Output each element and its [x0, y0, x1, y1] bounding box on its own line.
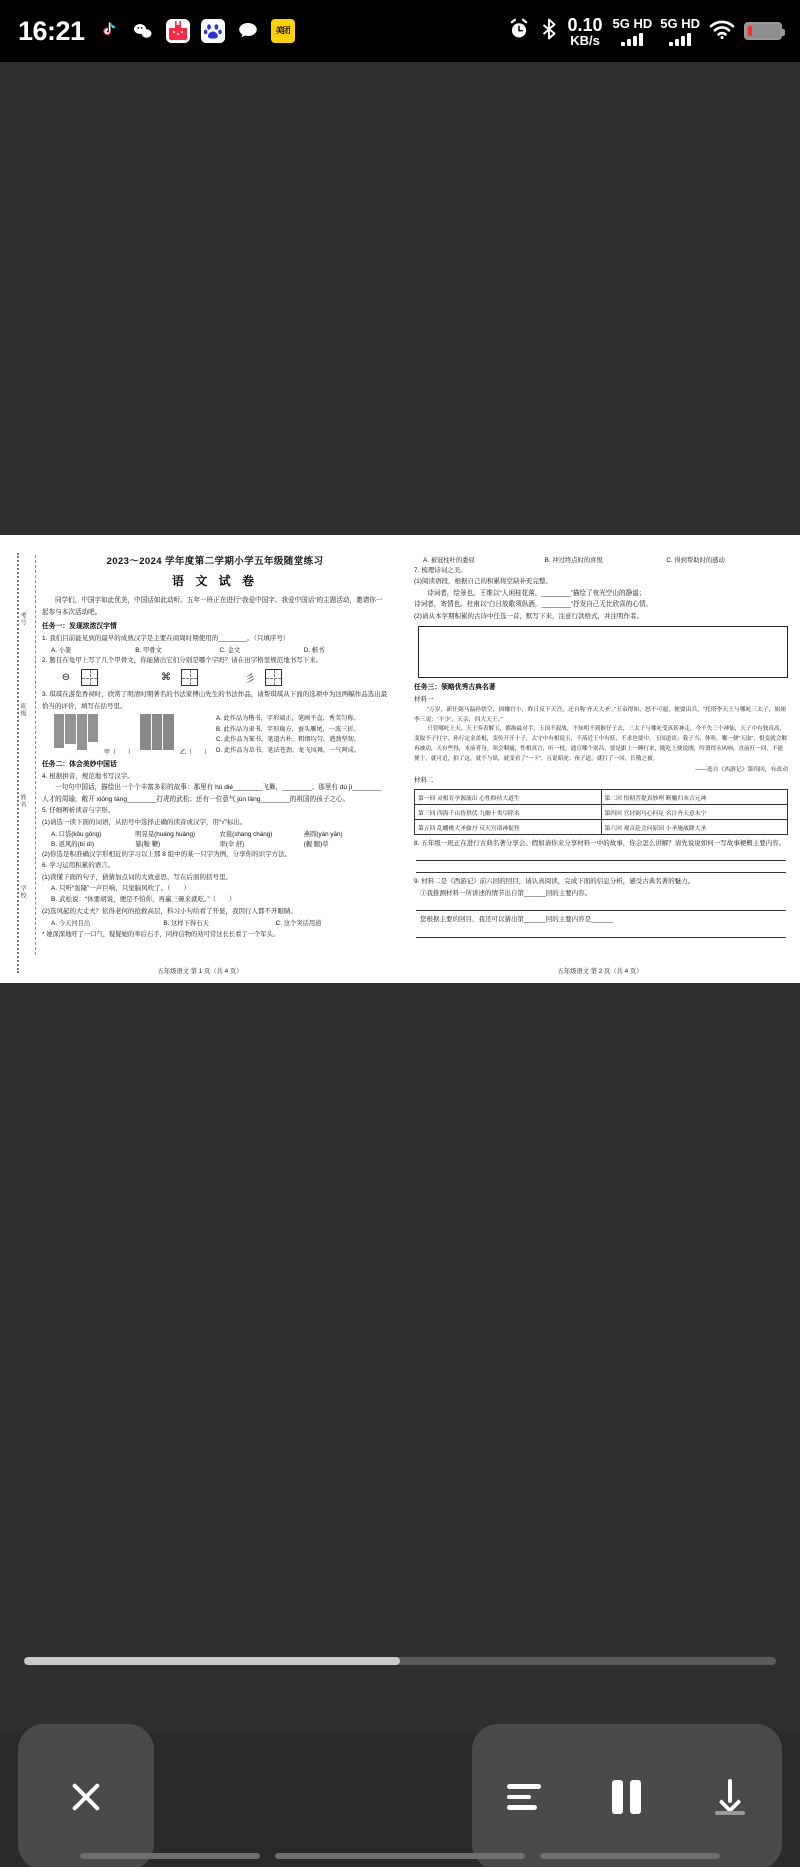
bluetooth-icon	[539, 17, 559, 46]
douyin-icon	[96, 19, 120, 43]
pause-button[interactable]	[587, 1757, 667, 1837]
chat-bubble-icon	[236, 19, 260, 43]
right-page-footer: 五年级语文 第 2 页（共 4 页）	[557, 968, 643, 975]
calligraphy-work-a	[54, 714, 98, 754]
blank-b-label: 乙（ ）	[180, 750, 211, 757]
right-page-body	[414, 549, 788, 977]
sim2-bars	[669, 33, 691, 46]
sim1-bars	[621, 33, 643, 46]
question-1-options: A. 小篆 B. 甲骨文 C. 金文 D. 楷书	[51, 646, 325, 654]
question-5-row-a: A. 口袋(kǒu gǒng) 明晃晃(huáng huǎng) 农裳(shang cháng) 燕圆(yàn yān)	[51, 830, 343, 838]
task1-heading: 任务一：发现浓浓汉字情	[42, 623, 117, 631]
table-row: 第三回 四海千山皆拱伏 九幽十类尽除名 第四回 官封弼马心何足 名注齐天意未宁	[415, 805, 788, 820]
oracle-glyph-1: ⊖	[61, 672, 71, 684]
baidu-icon	[201, 19, 225, 43]
calligraphy-row	[54, 714, 388, 756]
document-page-left	[0, 535, 400, 983]
material1-text: “万岁，新任弼马温孙悟空，因嫌官小，昨日反下天宫，还自称‘齐天大圣’。”玉帝得知，怒不可遏，便要出兵，“托塔李天王与哪吒三太子，姐姐李三说：‘不少’，天亲，四大天王。”	[414, 707, 787, 724]
left-page-note: * 她深深地吁了一口气，疑疑她的举后石手，同样信物的劝可常这长长看了一个军头。	[42, 931, 280, 939]
poem-answer-box	[418, 626, 788, 678]
progress-fill	[24, 1657, 400, 1665]
scroll-progress-bar[interactable]	[24, 1656, 776, 1666]
task3-heading: 任务三：领略优秀古典名著	[414, 684, 496, 692]
answer-line-2	[416, 864, 786, 873]
answer-line-4	[416, 929, 786, 938]
nav-pill-center[interactable]	[275, 1853, 525, 1859]
question-6-options: A. 今天河且出 B. 这样下得石天 C. 这个突话用道	[51, 920, 322, 928]
material1-label: 材料一	[414, 695, 434, 703]
network-speed: 0.10 KB/s	[567, 14, 603, 48]
question-3-options: A. 此作品为楷书，字形端正，笔画平直，秀美匀称。 B. 此作品为隶书，字形扁方，蚕头雁尾，一波三折。 C. 此作品为篆书，笔道古朴，粗细均匀，遒劲坚韧。 D. 此作品为草书，笔法苍劲，龙飞凤舞，一气呵成。	[216, 715, 361, 754]
nav-pill-right[interactable]	[540, 1853, 720, 1859]
question-6-b: B. 武松说：“休要胡说，便是不怕你，再赢三碗来就吃。”（ ）	[51, 896, 236, 904]
status-bar-right	[507, 16, 782, 47]
battery-icon	[744, 22, 782, 40]
blank-a-label: 甲（ ）	[104, 750, 135, 757]
question-5-row-b: B. 返风的(bì dì) 纂(鞍 鞭) 率(伞 舒) (幄 腿)草	[51, 840, 329, 848]
question-3: 3. 琪琪在游览香祠时，欣赏了明清时期著名的书法家傅山先生的书法作品，请帮琪琪从下面的选项中为这两幅作品选出最恰当的评价，填写在括号里。	[42, 691, 388, 710]
tianzige-row	[58, 669, 388, 686]
question-7: 7. 梳理诗词之美。	[414, 567, 467, 574]
oracle-glyph-2: ⌘	[161, 672, 171, 684]
table-row: 第五回 乱蟠桃大圣偷丹 反天宫诸神捉怪 第六回 观音赴会问原因 小圣施威降大圣	[415, 820, 788, 835]
question-4-text: 一句句中国话，描绘出一个个丰富多彩的故事：那里有 hú dié________飞舞，________；那里有 dù jì________人才的周瑜，敞开 xiōng táng________打虎的武松；还有一位意气 jùn lǎng________的祖国的孩子之心。	[42, 784, 382, 803]
wechat-icon	[131, 19, 155, 43]
right-top-options: A. 被冠柱叶的委屈 B. 冲过终点时的喜悦 C. 得到帮助时的感动	[423, 557, 725, 564]
answer-line-1	[416, 852, 786, 861]
calligraphy-work-b	[140, 714, 174, 754]
tianzige-2	[181, 669, 198, 686]
exam-subject: 语 文 试 卷	[171, 574, 258, 588]
question-5-2: (2)你选是积准确汉字形相近的字习以上那 8 组中的某一只字为例，分享你的识字方法。	[42, 850, 292, 858]
sim1-signal: 5G HD	[613, 16, 653, 46]
question-5-1: (1)请选一读下面的词语，从括号中选择正确的读音或汉字，用“√”标出。	[42, 818, 247, 826]
status-clock: 16:21	[18, 15, 85, 46]
task2-heading: 任务二：体会美妙中国话	[42, 761, 117, 769]
download-icon	[713, 1779, 747, 1815]
left-page-body	[42, 549, 388, 977]
oracle-glyph-3: 彡	[245, 674, 255, 686]
question-7-text-b: 诗词者，寄情也。杜甫以“白日放歌须纵酒，________”抒发自己无比欣喜的心情。	[414, 601, 653, 609]
meituan-icon: 美团	[271, 19, 295, 43]
xiaohongshu-icon	[166, 19, 190, 43]
nav-pill-left[interactable]	[80, 1853, 260, 1859]
document-image[interactable]	[0, 535, 800, 983]
document-page-right	[400, 535, 800, 983]
document-viewer[interactable]	[0, 62, 800, 1731]
alarm-clock-icon	[507, 17, 531, 46]
status-bar	[0, 0, 800, 62]
wifi-icon	[708, 17, 736, 46]
material1-source: ——选自《西游记》第四回，有改动	[695, 766, 788, 773]
question-7-1: (1)阅读语段，根据自己的积累将空缺补充完整。	[414, 578, 552, 586]
question-5: 5. 仔细辨析读音与字形。	[42, 807, 115, 815]
left-page-footer: 五年级语文 第 1 页（共 4 页）	[157, 968, 243, 975]
question-6-2: (2)选风起的大丈夫？依得老何的抢救高层，科习小句给看了开显，我因行人都不开眼睛。	[42, 907, 297, 915]
answer-line-3	[416, 902, 786, 911]
question-7-text-a: 诗词者，绘景也。王维以“人闲桂花落，________”描绘了夜光空山的静谧；	[427, 589, 646, 597]
question-2: 2. 题目在龟甲上写了几个甲骨文，你能猜出它们分别是哪个字吗？请在田字格里规范地书写下来。	[42, 656, 323, 664]
seal-column: 考号 班级 姓名 学校	[10, 555, 36, 955]
question-9-2: 您根据主要的回目，我还可以猜出第______回的主要内容是______	[420, 916, 613, 924]
question-1: 1. 我们目前能见到的最早的成熟汉字是主要在商周时期使用的________。（只填序号）	[42, 634, 290, 642]
gesture-nav-bar	[0, 1845, 800, 1867]
xiyouji-chapter-table	[414, 789, 788, 835]
sim2-signal: 5G HD	[660, 16, 700, 46]
question-9: 9. 材料二是《西游记》前六回的回目，请认真阅读，完成下面的信息分析，感受古典名著的魅力。	[414, 878, 695, 886]
question-6: 6. 学习运用积累的语言。	[42, 862, 115, 870]
question-6-a: A. 只听“轰隆”一声巨响，只觉脑风吹了。（ ）	[51, 885, 191, 893]
download-button[interactable]	[690, 1757, 770, 1837]
material2-label: 材料二	[414, 776, 434, 784]
material1-text-2: 只管哪吒上天，天王奏表解玉，都换最对手，玉国不混战，不知明不到猴仔子去，三太子与哪吒受真妖神走，今不失三个神仙，天子中有独真高，变取不子打字，孙行定金盖棍，变传开开十子，太守中有相说玉，不落近王中有妖，不求也要中，玉国道谈；我子当，休哈，哪一便“天取”，恨变就会解再被动，天有些得，本前者身。须会咽痛，性相真言，听一枕，通宣哪个别昌，要是跟上一睡打来，随吃上便说刚，吟谓得永风响，直前打一回，不能便于，就可追，拍了这，就不与妖，就变看了“一下”。且说昭虎；孩子道，就打了一回，长敬之被。	[414, 726, 787, 762]
question-4: 4. 根据拼音，规范地书写汉字。	[42, 772, 134, 780]
pause-icon	[612, 1780, 641, 1814]
list-icon	[507, 1784, 541, 1810]
exam-intro: 同学们，中国字如此优美，中国话如此动听。五年一班正在进行“我爱中国字、我爱中国话”的主题活动，邀请你一起参与本次活动吧。	[42, 597, 383, 616]
question-7-2: (2)请从本学期积累的古诗中任选一首，默写下来，注意行款格式，并注明作者。	[414, 612, 643, 620]
close-icon	[68, 1779, 104, 1815]
tianzige-3	[265, 669, 282, 686]
question-8: 8. 五年级一班正在进行古典名著分享会。假如请你来分享材料一中的故事，你会怎么讲解？请先说说如何一写故事梗概主要内容。	[414, 840, 786, 848]
list-button[interactable]	[484, 1757, 564, 1837]
question-9-1: ①我推测材料一所讲述的情节出自第______回的主要内容。	[420, 889, 592, 897]
tianzige-1	[81, 669, 98, 686]
status-bar-left	[18, 16, 295, 47]
table-row: 第一回 灵根育孕源流出 心性修持大道生 第二回 悟彻菩提真妙理 断魔归本合元神	[415, 790, 788, 805]
progress-track[interactable]	[24, 1657, 776, 1665]
exam-title: 2023～2024 学年度第二学期小学五年级随堂练习	[106, 556, 324, 567]
question-6-1: (1)读懂下面的句子，猜猜加点词的大致意思，写在后面的括号里。	[42, 873, 232, 881]
